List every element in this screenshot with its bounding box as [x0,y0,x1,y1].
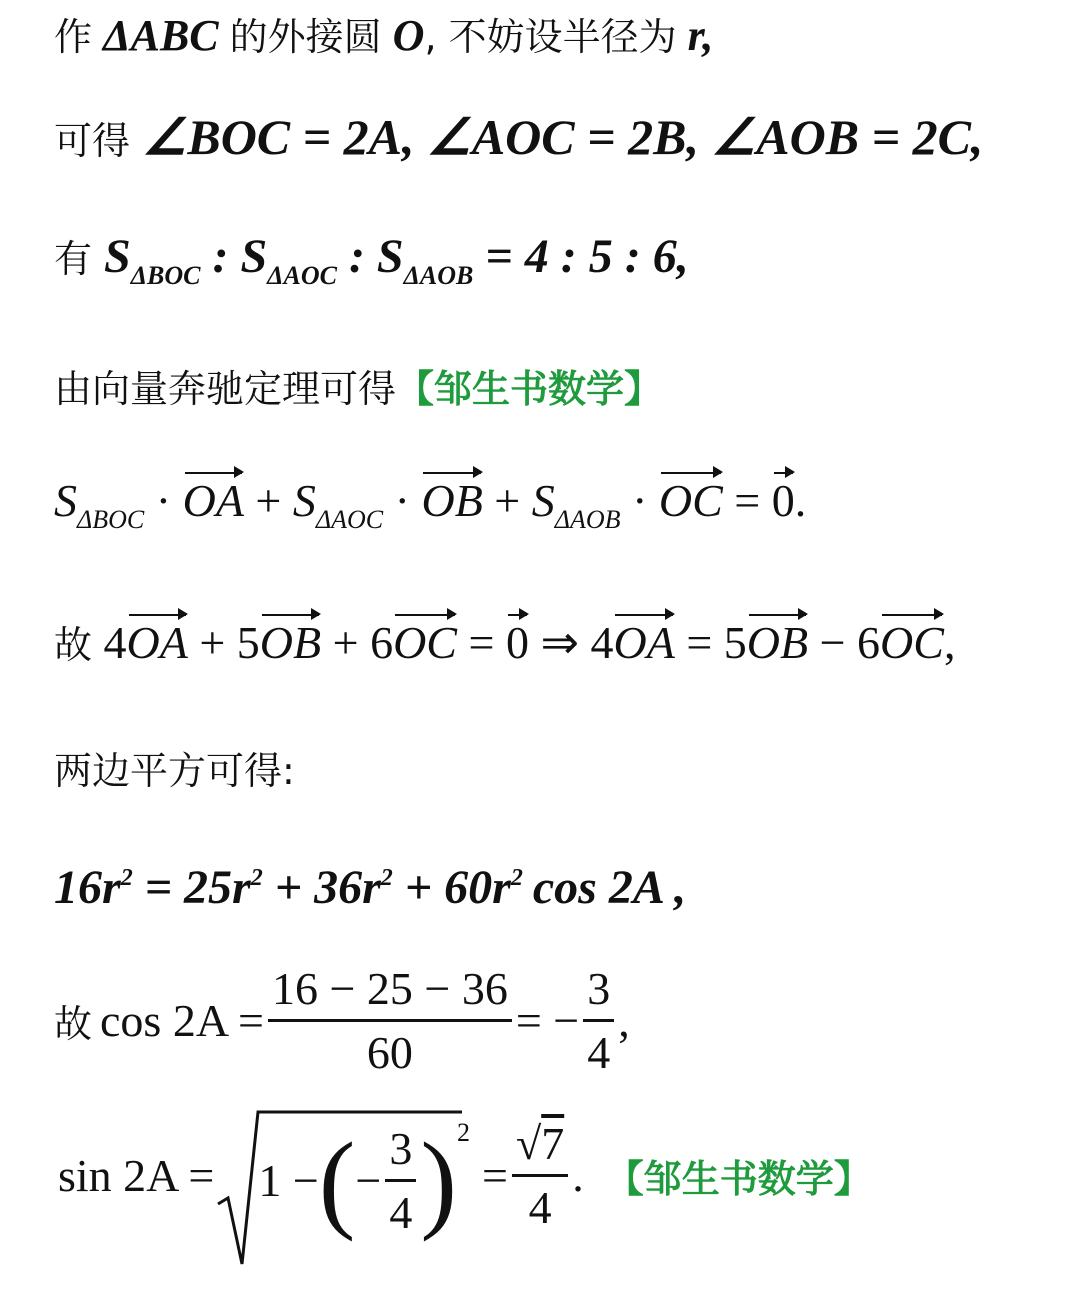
triangle-abc: ΔABC [103,11,219,60]
area-s: S [54,475,77,526]
text-zh: 可得 [54,119,131,163]
var-r: r [232,861,251,914]
line-2 [54,108,983,166]
area-s: S [376,230,404,283]
line-10 [58,1112,872,1242]
fraction [512,1117,568,1234]
plus: + [482,475,532,526]
plus: + [392,861,445,914]
line-7 [54,740,295,795]
line-1 [54,6,713,61]
dot: · [155,475,172,526]
numerator: √7 [512,1117,568,1177]
cos-lhs: cos 2A = [100,995,264,1046]
punct: . [572,1150,584,1201]
coef: 4 [103,617,127,668]
vector-ob: OB [746,617,809,668]
paren-left: ( [318,1119,356,1242]
vector-oa: OA [613,617,675,668]
text-zh: 作 [54,15,93,59]
num: 25 [184,861,233,914]
text-zh: 故 [54,1002,93,1046]
line-4 [54,358,662,413]
denominator: 4 [389,1187,413,1238]
exp: 2 [510,865,523,891]
numerator: 3 [385,1122,416,1182]
area-s: S [292,475,316,526]
vector-oc: OC [393,617,457,668]
plus: + [243,475,293,526]
exp: 2 [250,865,263,891]
num: 60 [444,861,493,914]
text-zh: , 不妨设半径为 [424,15,677,59]
denominator: 4 [528,1182,552,1233]
coef: 5 [723,617,747,668]
punct: . [794,475,807,526]
exp: 2 [380,865,393,891]
exp: 2 [120,865,133,891]
line-9 [54,962,630,1079]
sin-lhs: sin 2A = [58,1150,215,1201]
equals: = [132,861,185,914]
coef: 6 [857,617,881,668]
line-6 [54,614,955,669]
vector-oc: OC [658,475,723,526]
dot: · [632,475,648,526]
area-s: S [531,475,555,526]
text-zh: 由向量奔驰定理可得 [54,367,397,411]
sqrt-sign-icon [214,1104,464,1274]
punct: , [943,617,956,668]
radicand: 7 [541,1118,565,1169]
equals: = [456,617,506,668]
var-r: r [492,861,511,914]
fraction [583,962,614,1079]
radius-r: r [687,11,703,60]
plus: + [321,617,371,668]
numerator: 3 [583,962,614,1022]
paren-right: ) [420,1119,457,1242]
one-minus: 1 − [258,1155,319,1206]
neg: − [355,1155,382,1206]
numerator: 16 − 25 − 36 [268,962,512,1022]
vector-ob: OB [421,475,483,526]
num: 16 [54,861,102,914]
zero-vector: 0 [505,617,529,668]
punct: , [662,861,687,914]
ratio-colon: : [200,230,241,283]
equals: = [482,1150,508,1201]
exp: 2 [457,1118,470,1147]
plus: + [262,861,315,914]
sqrt-expression [214,1112,470,1242]
line-5 [54,474,806,535]
line-3 [54,228,689,291]
line-8 [54,860,686,915]
equals: = − [515,995,580,1046]
vector-ob: OB [259,617,322,668]
area-subscript: ΔAOC [315,505,384,534]
denominator: 4 [587,1027,611,1078]
area-subscript: ΔBOC [130,261,201,290]
punct: , [702,11,714,60]
ratio-colon: : [336,230,377,283]
ratio-value: = 4 : 5 : 6, [473,230,689,283]
area-s: S [240,230,268,283]
cos-term: cos 2A [532,861,663,914]
angle-equations: ∠BOC = 2A, ∠AOC = 2B, ∠AOB = 2C, [142,109,984,165]
fraction [268,962,512,1079]
area-s: S [104,230,131,283]
text-zh: 有 [54,237,93,281]
area-subscript: ΔBOC [77,505,145,534]
var-r: r [362,861,381,914]
text-zh: 的外接圆 [229,15,382,59]
plus: + [187,617,237,668]
minus: − [808,617,858,668]
area-subscript: ΔAOB [403,261,474,290]
coef: 6 [370,617,394,668]
vector-oa: OA [182,475,244,526]
denominator: 60 [366,1027,413,1078]
area-subscript: ΔAOB [554,505,621,534]
brand-watermark: 【邹生书数学】 [605,1157,872,1201]
vector-oc: OC [880,617,944,668]
vector-oa: OA [126,617,188,668]
var-r: r [102,861,121,914]
dot: · [394,475,410,526]
area-subscript: ΔAOC [267,261,337,290]
num: 36 [314,861,363,914]
text-zh: 两边平方可得: [54,749,295,793]
implies: ⇒ [528,617,591,668]
equals: = [722,475,772,526]
brand-watermark: 【邹生书数学】 [396,367,663,411]
text-zh: 故 [54,623,93,667]
circle-o: O [392,11,425,60]
equals: = [674,617,724,668]
coef: 5 [236,617,260,668]
coef: 4 [590,617,614,668]
punct: , [618,995,630,1046]
zero-vector: 0 [771,475,795,526]
